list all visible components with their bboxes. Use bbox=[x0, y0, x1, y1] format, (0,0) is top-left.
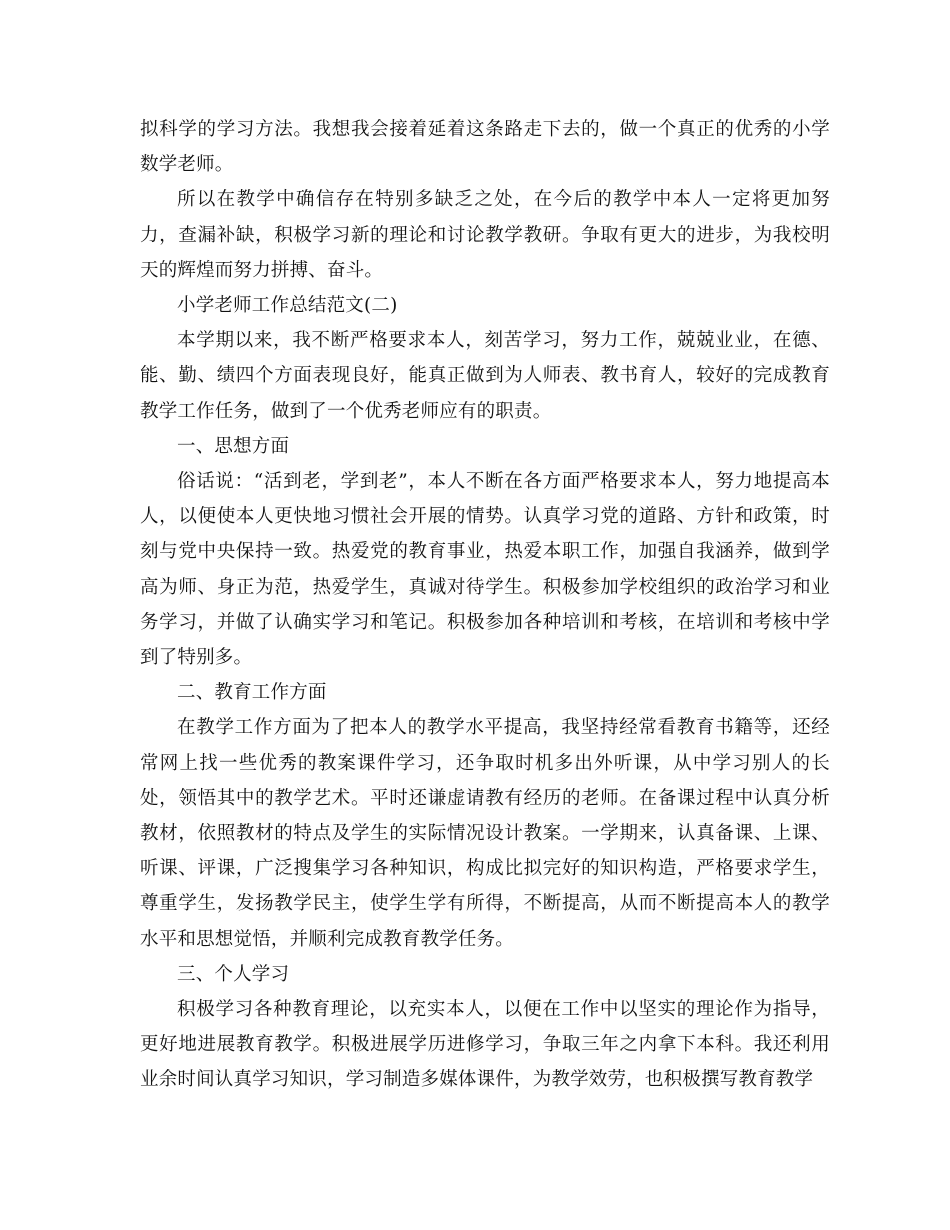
heading-personal-study: 三、个人学习 bbox=[177, 963, 290, 985]
heading-thought: 一、思想方面 bbox=[177, 435, 290, 457]
section-title: 小学老师工作总结范文(二) bbox=[177, 295, 398, 317]
paragraph-personal-study: 积极学习各种教育理论，以充实本人，以便在工作中以坚实的理论作为指导，更好地进展教育教学。积极进展学历进修学习，争取三年之内拿下本科。我还利用业余时间认真学习知识，学习制造多媒体课件，为教学效劳，也积极撰写教育教学 bbox=[140, 999, 830, 1091]
paragraph-continuation: 拟科学的学习方法。我想我会接着延着这条路走下去的，做一个真正的优秀的小学数学老师。 bbox=[140, 119, 830, 176]
paragraph-education-work: 在教学工作方面为了把本人的教学水平提高，我坚持经常看教育书籍等，还经常网上找一些优秀的教案课件学习，还争取时机多出外听课，从中学习别人的长处，领悟其中的教学艺术。平时还谦虚请教有经历的老师。在备课过程中认真分析教材，依照教材的特点及学生的实际情况设计教案。一学期来，认真备课、上课、听课、评课，广泛搜集学习各种知识，构成比拟完好的知识构造，严格要求学生，尊重学生，发扬教学民主，使学生学有所得，不断提高，从而不断提高本人的教学水平和思想觉悟，并顺利完成教育教学任务。 bbox=[140, 717, 830, 950]
paragraph-intro: 本学期以来，我不断严格要求本人，刻苦学习，努力工作，兢兢业业，在德、能、勤、绩四个方面表现良好，能真正做到为人师表、教书育人，较好的完成教育教学工作任务，做到了一个优秀老师应有的职责。 bbox=[140, 330, 830, 422]
document-body bbox=[140, 112, 830, 1098]
paragraph-conclusion: 所以在教学中确信存在特别多缺乏之处，在今后的教学中本人一定将更加努力，查漏补缺，积极学习新的理论和讨论教学教研。争取有更大的进步，为我校明天的辉煌而努力拼搏、奋斗。 bbox=[140, 189, 830, 281]
paragraph-thought: 俗话说：“活到老，学到老”，本人不断在各方面严格要求本人，努力地提高本人，以便使本人更快地习惯社会开展的情势。认真学习党的道路、方针和政策，时刻与党中央保持一致。热爱党的教育事业，热爱本职工作，加强自我涵养，做到学高为师、身正为范，热爱学生，真诚对待学生。积极参加学校组织的政治学习和业务学习，并做了认确实学习和笔记。积极参加各种培训和考核，在培训和考核中学到了特别多。 bbox=[140, 471, 830, 669]
heading-education-work: 二、教育工作方面 bbox=[177, 682, 327, 704]
